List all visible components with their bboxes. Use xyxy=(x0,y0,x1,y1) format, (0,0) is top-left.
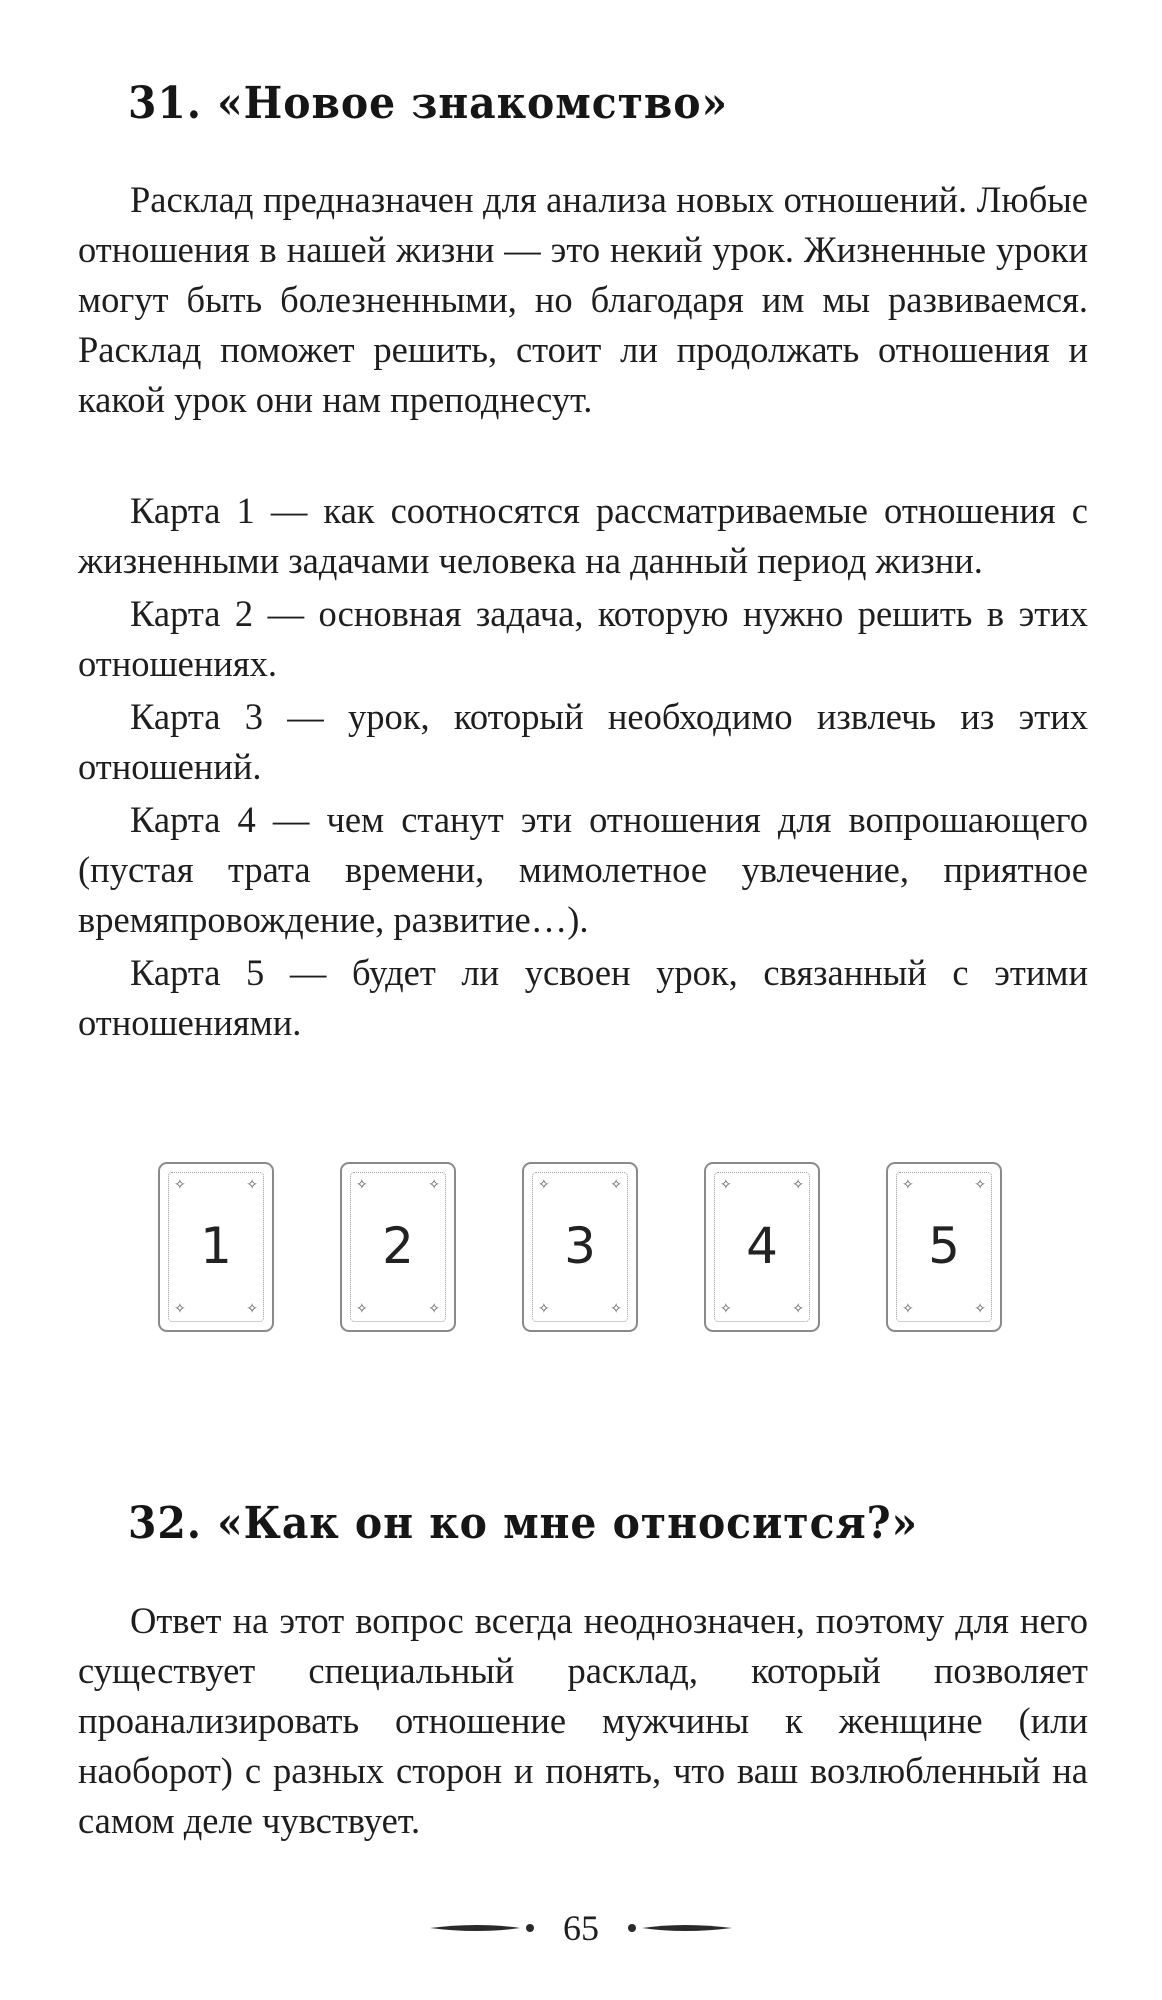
four-point-star-icon: ✧ xyxy=(428,1301,440,1317)
layout-card-1 xyxy=(158,1162,274,1332)
four-point-star-icon: ✧ xyxy=(902,1301,914,1317)
four-point-star-icon: ✧ xyxy=(610,1177,622,1193)
ornament-icon xyxy=(624,1908,734,1948)
four-point-star-icon: ✧ xyxy=(902,1177,914,1193)
four-point-star-icon: ✧ xyxy=(610,1301,622,1317)
four-point-star-icon: ✧ xyxy=(356,1177,368,1193)
four-point-star-icon: ✧ xyxy=(974,1301,986,1317)
layout-card-5 xyxy=(886,1162,1002,1332)
layout-card-3 xyxy=(522,1162,638,1332)
section-31-heading: 31. «Новое знакомство» xyxy=(128,78,728,129)
card-number: 4 xyxy=(746,1217,778,1275)
four-point-star-icon: ✧ xyxy=(792,1177,804,1193)
four-point-star-icon: ✧ xyxy=(246,1177,258,1193)
four-point-star-icon: ✧ xyxy=(720,1177,732,1193)
page-footer xyxy=(0,1908,1162,1948)
four-point-star-icon: ✧ xyxy=(356,1301,368,1317)
spread-layout xyxy=(158,1162,1018,1332)
card-4-description: Карта 4 — чем станут эти отношения для вопрошающего (пустая трата времени, мимолетное увлечение, приятное времяпровождение, развитие…). xyxy=(78,799,1088,940)
four-point-star-icon: ✧ xyxy=(246,1301,258,1317)
card-3-description: Карта 3 — урок, который необходимо извлечь из этих отношений. xyxy=(78,696,1088,787)
four-point-star-icon: ✧ xyxy=(538,1177,550,1193)
card-1-description: Карта 1 — как соотносятся рассматриваемые отношения с жизненными задачами человека на данный период жизни. xyxy=(78,490,1088,581)
section-31-intro: Расклад предназначен для анализа новых отношений. Любые отношения в нашей жизни — это некий урок. Жизненные уроки могут быть болезненными, но благодаря им мы развиваемся. Расклад поможет решить, стоит ли продолжать отношения и какой урок они нам преподнесут. xyxy=(78,179,1088,420)
four-point-star-icon: ✧ xyxy=(974,1177,986,1193)
layout-card-2 xyxy=(340,1162,456,1332)
four-point-star-icon: ✧ xyxy=(792,1301,804,1317)
section-32-heading: 32. «Как он ко мне относится?» xyxy=(128,1498,919,1549)
layout-card-4 xyxy=(704,1162,820,1332)
four-point-star-icon: ✧ xyxy=(720,1301,732,1317)
section-32-intro: Ответ на этот вопрос всегда неоднозначен, поэтому для него существует специальный расклад, который позволяет проанализировать отношение мужчины к женщине (или наоборот) с разных сторон и понять, что ваш возлюбленный на самом деле чувствует. xyxy=(78,1600,1088,1841)
card-number: 5 xyxy=(928,1217,960,1275)
four-point-star-icon: ✧ xyxy=(174,1301,186,1317)
page-number: 65 xyxy=(563,1908,599,1948)
four-point-star-icon: ✧ xyxy=(174,1177,186,1193)
four-point-star-icon: ✧ xyxy=(538,1301,550,1317)
four-point-star-icon: ✧ xyxy=(428,1177,440,1193)
card-number: 2 xyxy=(382,1217,414,1275)
card-2-description: Карта 2 — основная задача, которую нужно решить в этих отношениях. xyxy=(78,593,1088,684)
card-5-description: Карта 5 — будет ли усвоен урок, связанный с этими отношениями. xyxy=(78,952,1088,1043)
card-number: 3 xyxy=(564,1217,596,1275)
card-number: 1 xyxy=(200,1217,232,1275)
